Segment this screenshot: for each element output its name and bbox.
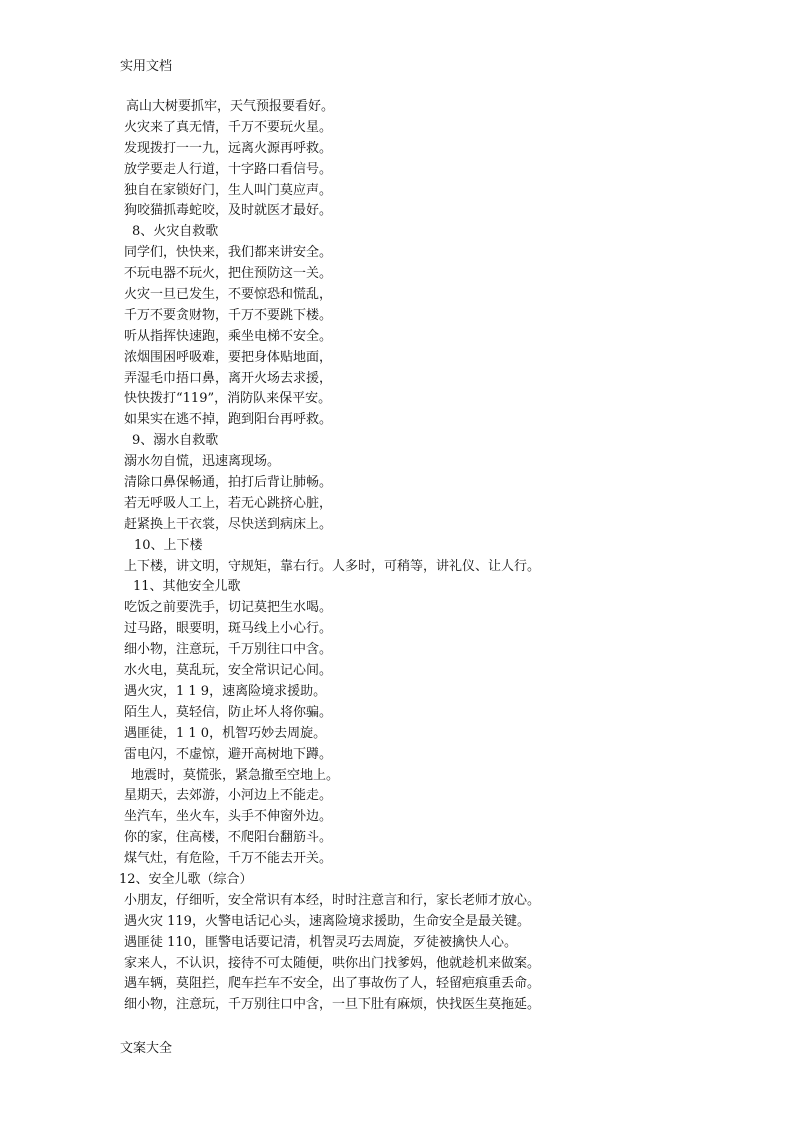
text-line: 星期天，去郊游，小河边上不能走。 xyxy=(124,788,333,804)
text-line: 清除口鼻保畅通，拍打后背让肺畅。 xyxy=(124,475,333,491)
section-heading-9: 9、溺水自救歌 xyxy=(132,433,219,449)
page-header: 实用文档 xyxy=(120,59,173,74)
text-line: 听从指挥快速跑，乘坐电梯不安全。 xyxy=(124,328,333,344)
text-line: 高山大树要抓牢，天气预报要看好。 xyxy=(126,99,335,114)
text-line: 水火电，莫乱玩，安全常识记心间。 xyxy=(124,663,333,679)
page-footer: 文案大全 xyxy=(120,1041,173,1056)
text-line: 溺水勿自慌，迅速离现场。 xyxy=(124,454,281,470)
section-heading-11: 11、其他安全儿歌 xyxy=(133,579,241,595)
section-heading-12: 12、安全儿歌（综合） xyxy=(119,871,253,887)
text-line: 陌生人，莫轻信，防止坏人将你骗。 xyxy=(124,704,333,720)
text-line: 遇车辆，莫阻拦，爬车拦车不安全，出了事故伤了人，轻留疤痕重丢命。 xyxy=(124,976,541,992)
text-line: 狗咬猫抓毒蛇咬，及时就医才最好。 xyxy=(124,203,333,219)
text-line: 遇火灾，1 1 9，速离险境求援助。 xyxy=(124,683,327,699)
text-line: 如果实在逃不掉，跑到阳台再呼救。 xyxy=(124,412,333,428)
text-line: 火灾一旦已发生，不要惊恐和慌乱， xyxy=(124,287,333,303)
text-line: 若无呼吸人工上，若无心跳挤心脏， xyxy=(124,495,333,511)
text-line: 地震时，莫慌张，紧急撤至空地上。 xyxy=(131,767,340,783)
text-line: 遇火灾 119，火警电话记心头，速离险境求援助，生命安全是最关键。 xyxy=(124,913,530,929)
text-line: 吃饭之前要洗手，切记莫把生水喝。 xyxy=(124,600,333,616)
text-line: 独自在家锁好门，生人叫门莫应声。 xyxy=(124,182,333,198)
text-line: 煤气灶，有危险，千万不能去开关。 xyxy=(124,851,333,867)
text-line: 快快拨打“119”，消防队来保平安。 xyxy=(124,391,332,407)
text-line: 火灾来了真无情，千万不要玩火星。 xyxy=(124,119,333,135)
text-line: 过马路，眼要明，斑马线上小心行。 xyxy=(124,621,333,637)
section-heading-8: 8、火灾自救歌 xyxy=(132,224,219,240)
text-line: 你的家，住高楼，不爬阳台翻筋斗。 xyxy=(124,830,333,846)
text-line: 坐汽车，坐火车，头手不伸窗外边。 xyxy=(124,809,333,825)
text-line: 家来人，不认识，接待不可太随便，哄你出门找爹妈，他就趁机来做案。 xyxy=(124,955,541,971)
text-line: 雷电闪，不虚惊，避开高树地下蹲。 xyxy=(124,746,333,762)
text-line: 放学要走人行道，十字路口看信号。 xyxy=(124,161,333,177)
section-heading-10: 10、上下楼 xyxy=(134,537,203,553)
document-body xyxy=(119,97,762,1016)
text-line: 细小物，注意玩，千万别往口中含，一旦下肚有麻烦，快找医生莫拖延。 xyxy=(124,997,541,1013)
text-line: 浓烟围困呼吸难，要把身体贴地面， xyxy=(124,349,333,365)
text-line: 遇匪徒 110，匪警电话要记清，机智灵巧去周旋，歹徒被擒快人心。 xyxy=(124,934,517,950)
text-line: 弄湿毛巾捂口鼻，离开火场去求援， xyxy=(124,370,333,386)
text-line: 同学们，快快来，我们都来讲安全。 xyxy=(124,245,333,261)
text-line: 小朋友，仔细听，安全常识有本经，时时注意言和行，家长老师才放心。 xyxy=(124,892,541,908)
text-line: 发现拨打一一九，远离火源再呼救。 xyxy=(124,140,333,156)
text-line: 细小物，注意玩，千万别往口中含。 xyxy=(124,642,333,658)
text-line: 千万不要贪财物，千万不要跳下楼。 xyxy=(124,307,333,323)
text-line: 上下楼，讲文明，守规矩，靠右行。人多时，可稍等，讲礼仪、让人行。 xyxy=(124,558,541,574)
text-line: 不玩电器不玩火，把住预防这一关。 xyxy=(124,266,333,282)
text-line: 遇匪徒，1 1 0，机智巧妙去周旋。 xyxy=(124,725,327,741)
text-line: 赶紧换上干衣裳，尽快送到病床上。 xyxy=(124,516,333,532)
